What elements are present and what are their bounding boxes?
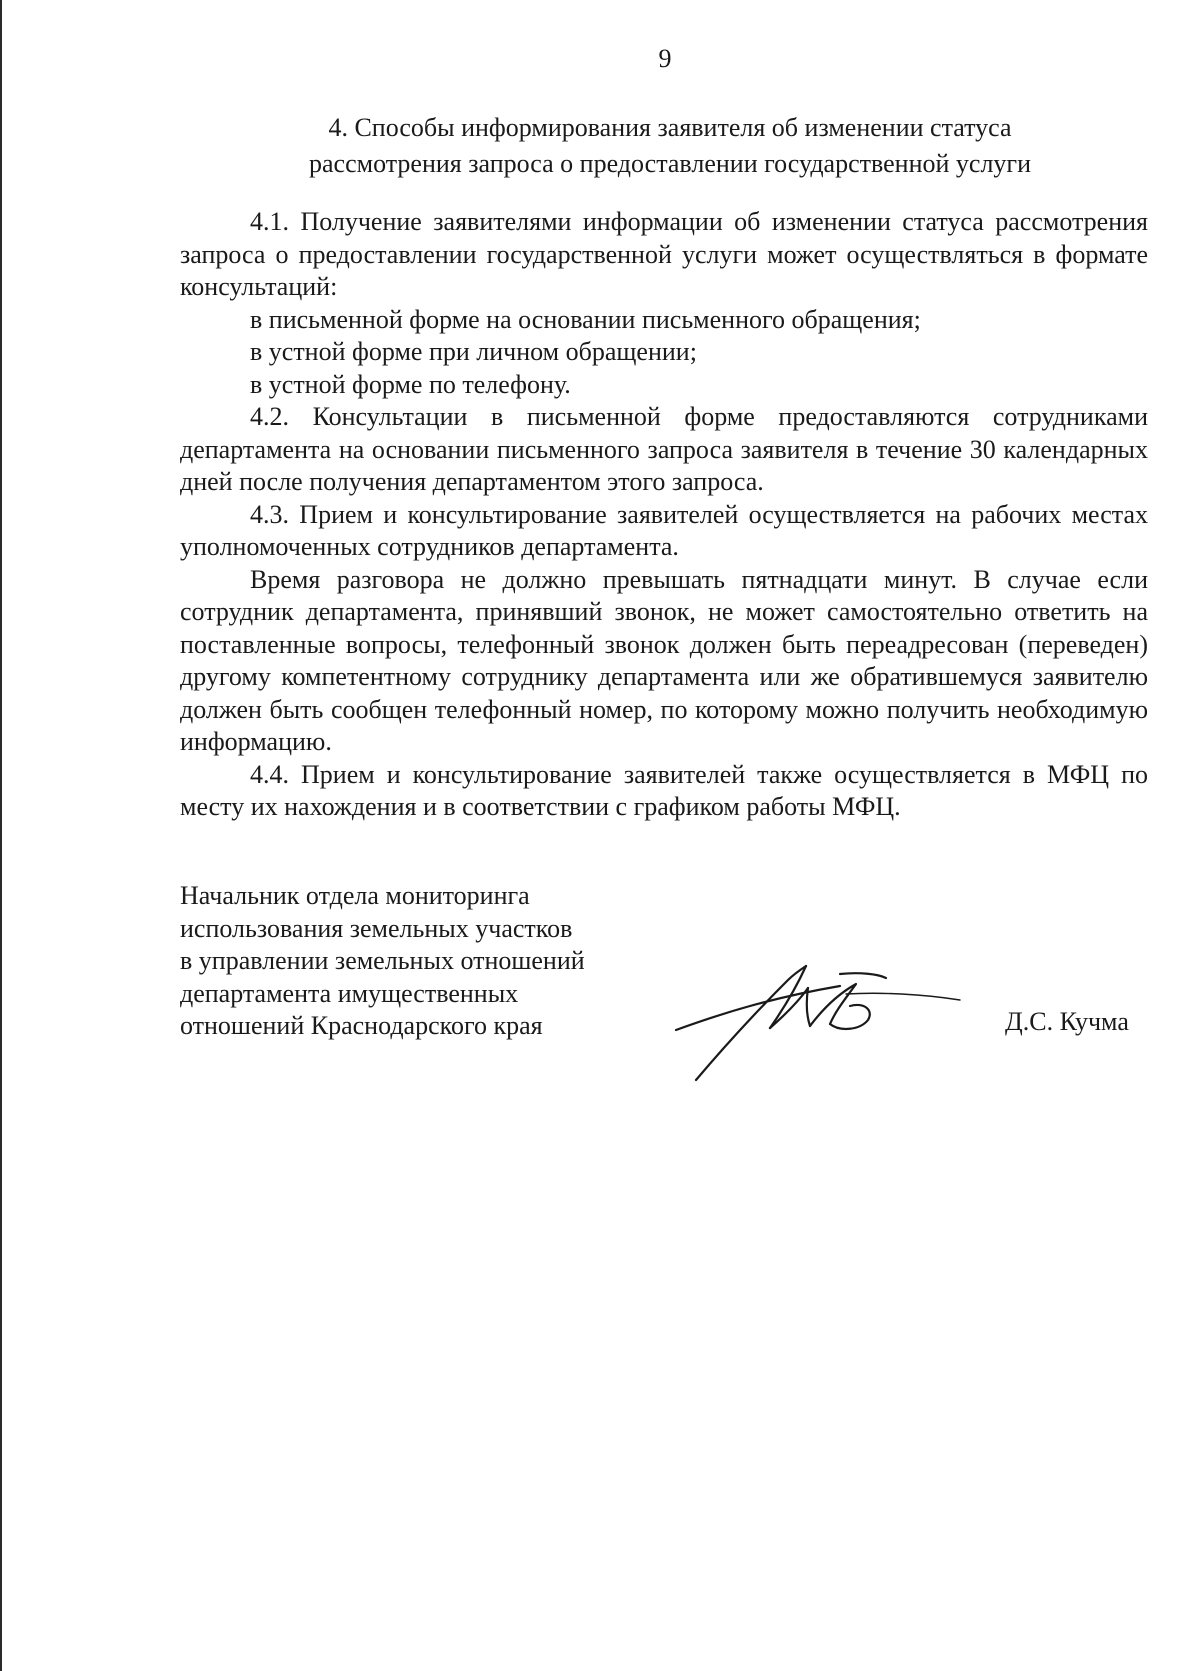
position-line: отношений Краснодарского края: [180, 1011, 543, 1040]
section-title: [250, 110, 1090, 182]
paragraph-written-form: в письменной форме на основании письменного обращения;: [250, 304, 921, 334]
scan-edge-line: [0, 0, 2, 1671]
position-line: департамента имущественных: [180, 978, 519, 1008]
paragraph-4-1: 4.1. Получение заявителями информации об изменении статуса рассмотрения запроса о предоставлении государственной услуги может осуществляться в формате консультаций:: [180, 207, 1148, 301]
paragraph-oral-in-person: в устной форме при личном обращении;: [250, 337, 697, 366]
position-line: в управлении земельных отношений: [180, 946, 585, 975]
section-title-line-2: рассмотрения запроса о предоставлении государственной услуги: [309, 149, 1031, 178]
position-line: использования земельных участков: [180, 913, 573, 943]
position-line: Начальник отдела мониторинга: [180, 881, 530, 910]
paragraph-4-4: 4.4. Прием и консультирование заявителей также осуществляется в МФЦ по месту их нахождения и в соответствии с графиком работы МФЦ.: [180, 759, 1148, 821]
signer-name: Д.С. Кучма: [1005, 1007, 1129, 1036]
paragraph-4-2: 4.2. Консультации в письменной форме предоставляются сотрудниками департамента на основании письменного запроса заявителя в течение 30 календарных дней после получения департаментом этого запроса.: [180, 402, 1148, 496]
paragraph-4-3: 4.3. Прием и консультирование заявителей осуществляется на рабочих местах уполномоченных сотрудников департамента.: [180, 499, 1148, 561]
document-body: [180, 206, 1148, 824]
signatory-position: [180, 880, 640, 1043]
section-title-line-1: 4. Способы информирования заявителя об изменении статуса: [328, 113, 1012, 142]
paragraph-call-duration: Время разговора не должно превышать пятнадцати минут. В случае если сотрудник департамента, принявший звонок, не может самостоятельно ответить на поставленные вопросы, телефонный звонок должен быть переадресован (переведен) другому компетентному сотруднику департамента или же обратившемуся заявителю должен быть сообщен телефонный номер, по которому можно получить необходимую информацию.: [180, 564, 1148, 756]
paragraph-oral-phone: в устной форме по телефону.: [250, 369, 571, 399]
handwritten-signature: [660, 944, 980, 1094]
page-number: 9: [658, 44, 672, 73]
